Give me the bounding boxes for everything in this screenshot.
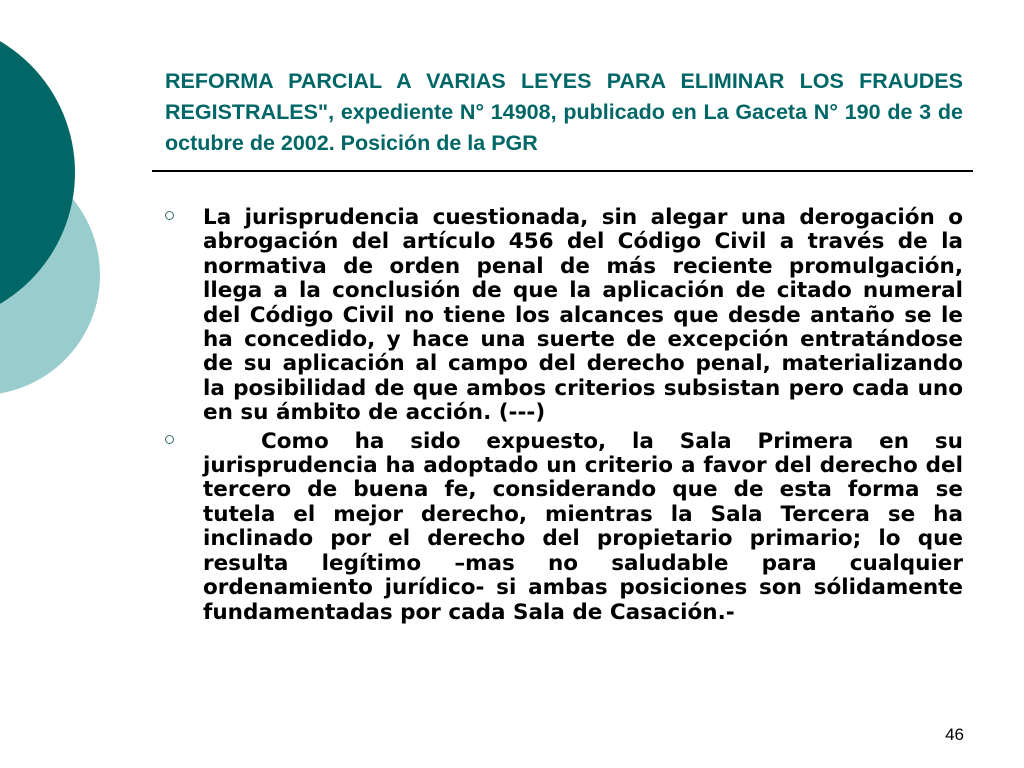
bullet-item bbox=[158, 430, 963, 625]
bullet-circle-icon bbox=[165, 211, 174, 220]
bullet-circle-icon bbox=[165, 435, 174, 444]
page-number: 46 bbox=[945, 725, 964, 744]
bullet-text: La jurisprudencia cuestionada, sin alegar una derogación o abrogación del artículo 456 del Código Civil a través de la normativa de orden penal de más reciente promulgación, llega a la conclusión de que la aplicación de citado numeral del Código Civil no tiene los alcances que desde antaño se le ha concedido, y hace una suerte de excepción entratándose de su aplicación al campo del derecho penal, materializando la posibilidad de que ambos criterios subsistan pero cada uno en su ámbito de acción. (---) bbox=[203, 205, 963, 426]
bullet-list bbox=[158, 206, 963, 629]
bullet-text: Como ha sido expuesto, la Sala Primera en su jurisprudencia ha adoptado un criterio a favor del derecho del tercero de buena fe, considerando que de esta forma se tutela el mejor derecho, mientras la Sala Tercera se ha inclinado por el derecho del propietario primario; lo que resulta legítimo –mas no saludable para cualquier ordenamiento jurídico- si ambas posiciones son sólidamente fundamentadas por cada Sala de Casación.- bbox=[203, 428, 963, 625]
title-divider bbox=[152, 170, 973, 172]
slide-title: REFORMA PARCIAL A VARIAS LEYES PARA ELIMINAR LOS FRAUDES REGISTRALES", expediente N° 14908, publicado en La Gaceta N° 190 de 3 de octubre de 2002. Posición de la PGR bbox=[165, 69, 963, 155]
bullet-item bbox=[158, 206, 963, 426]
